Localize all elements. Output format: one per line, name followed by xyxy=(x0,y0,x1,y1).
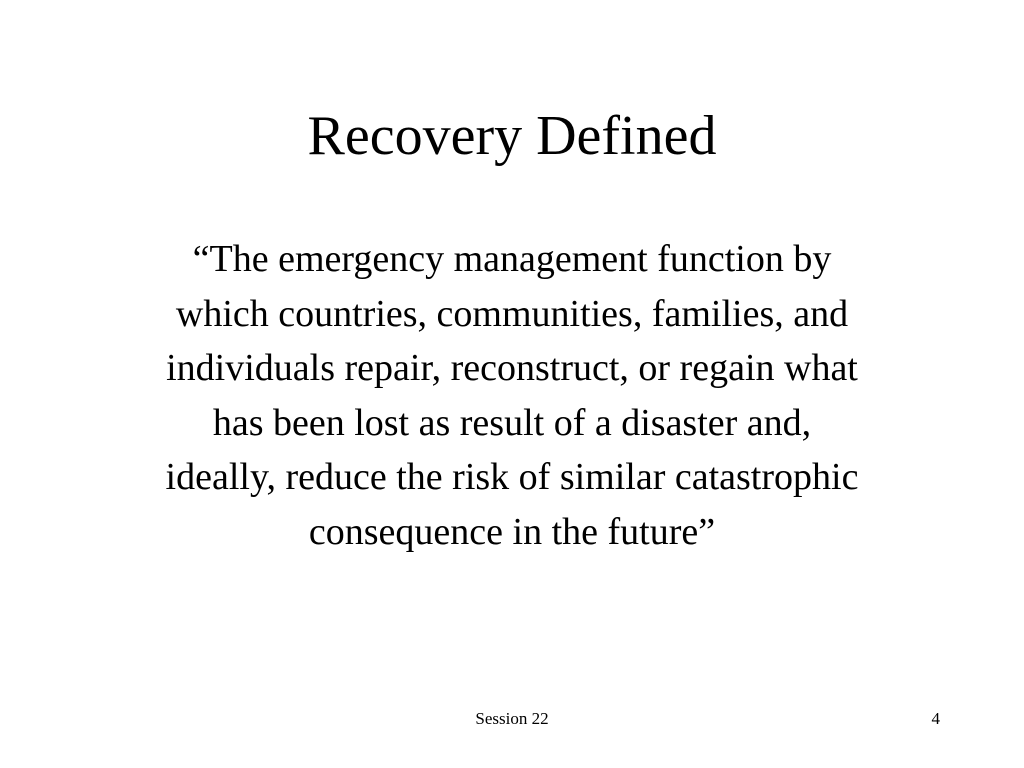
page-number: 4 xyxy=(931,709,940,728)
quote-line-2: which countries, communities, families, and xyxy=(175,292,849,335)
quote-line-3: individuals repair, reconstruct, or regain what xyxy=(166,347,858,389)
quote-line-5: ideally, reduce the risk of similar catastrophic xyxy=(165,456,859,498)
quote-line-6: consequence in the future” xyxy=(308,510,716,553)
quote-line-4: has been lost as result of a disaster and, xyxy=(212,401,812,444)
footer-session: Session 22 xyxy=(475,709,549,728)
quote-line-1: “The emergency management function by xyxy=(192,238,832,280)
slide-title: Recovery Defined xyxy=(307,105,717,167)
definition-quote xyxy=(80,232,944,559)
